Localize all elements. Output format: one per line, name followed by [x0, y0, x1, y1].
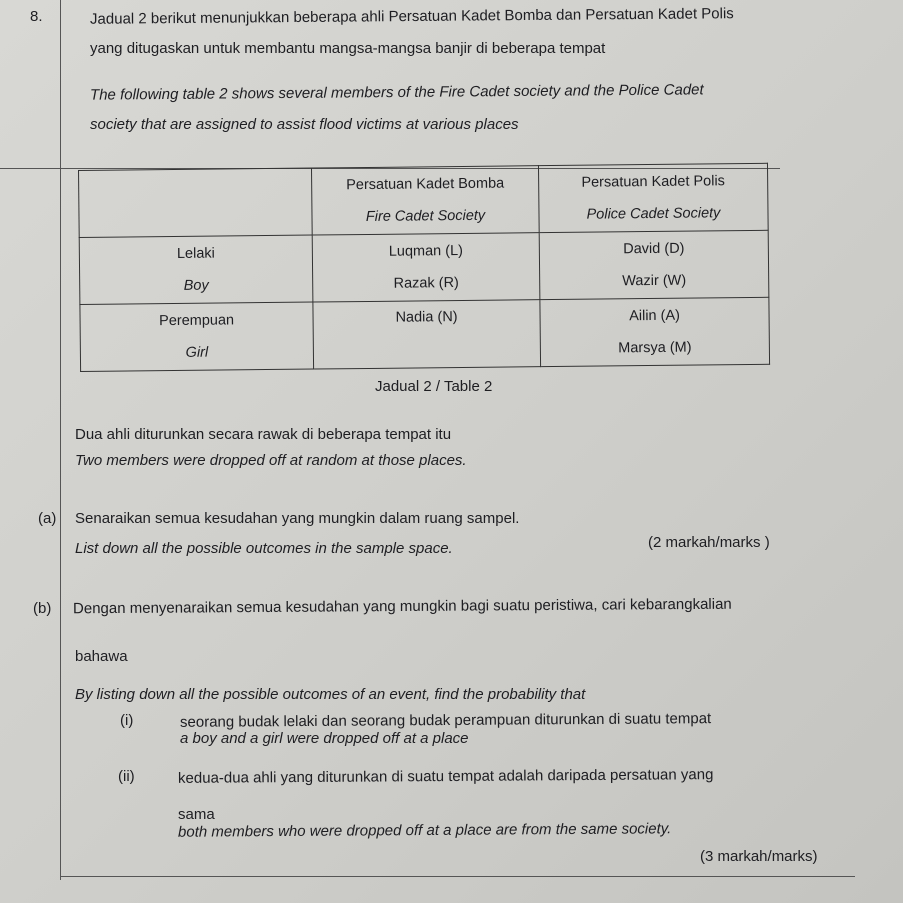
part-b-malay-2: bahawa: [75, 648, 128, 665]
part-b-i-label: (i): [120, 712, 134, 729]
intro-english-2: society that are assigned to assist flood victims at various places: [90, 116, 519, 133]
table-caption: Jadual 2 / Table 2: [375, 378, 493, 395]
part-a-english: List down all the possible outcomes in the sample space.: [75, 540, 453, 557]
part-b-ii-malay-1: kedua-dua ahli yang diturunkan di suatu tempat adalah daripada persatuan yang: [177, 766, 714, 787]
part-a-malay: Senaraikan semua kesudahan yang mungkin dalam ruang sampel.: [75, 510, 520, 527]
header-police: Persatuan Kadet Polis Police Cadet Society: [538, 163, 768, 232]
header-fire: Persatuan Kadet Bomba Fire Cadet Society: [311, 166, 539, 235]
table-header-row: [79, 163, 769, 237]
part-b-i-english: a boy and a girl were dropped off at a place: [180, 730, 469, 747]
table-row: Perempuan Girl Nadia (N) Ailin (A) Marsya (M): [80, 297, 770, 371]
divider: [60, 876, 855, 877]
part-b-ii-english: both members who were dropped off at a place are from the same society.: [177, 820, 672, 841]
intro-english-1: The following table 2 shows several members of the Fire Cadet society and the Police Cadet: [89, 81, 704, 104]
part-b-malay-1: Dengan menyenaraikan semua kesudahan yang mungkin bagi suatu peristiwa, cari kebarangkalian: [72, 595, 732, 618]
part-a-marks: (2 markah/marks ): [648, 534, 770, 551]
question-number: 8.: [30, 8, 43, 25]
members-table: [78, 163, 770, 372]
part-b-ii-label: (ii): [118, 768, 135, 785]
intro-malay-2: yang ditugaskan untuk membantu mangsa-mangsa banjir di beberapa tempat: [90, 40, 606, 57]
intro-malay-1: Jadual 2 berikut menunjukkan beberapa ahli Persatuan Kadet Bomba dan Persatuan Kadet Polis: [89, 5, 734, 28]
context-malay: Dua ahli diturunkan secara rawak di beberapa tempat itu: [75, 426, 452, 443]
part-b-ii-malay-2: sama: [178, 806, 215, 823]
margin-line: [60, 0, 61, 880]
part-a-label: (a): [38, 510, 57, 527]
part-b-i-malay: seorang budak lelaki dan seorang budak perampuan diturunkan di suatu tempat: [179, 710, 712, 731]
part-b-marks: (3 markah/marks): [700, 848, 818, 865]
context-english: Two members were dropped off at random at those places.: [75, 452, 467, 469]
part-b-label: (b): [33, 600, 52, 617]
table-row: Lelaki Boy Luqman (L) Razak (R) David (D) Wazir (W): [79, 230, 769, 304]
part-b-english: By listing down all the possible outcomes of an event, find the probability that: [75, 686, 586, 703]
